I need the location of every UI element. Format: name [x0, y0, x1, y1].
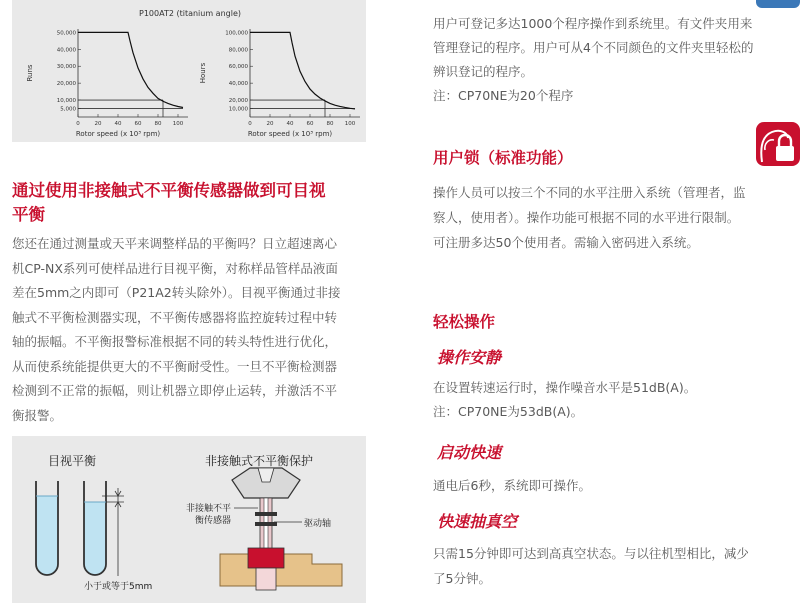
y-tick-label: 40,000 [228, 81, 248, 88]
y-tick-label: 50,000 [56, 30, 76, 37]
paragraph-line: 通电后6秒，系统即可操作。 [433, 478, 591, 493]
test-tube-left [36, 481, 58, 575]
x-tick-label: 0 [248, 121, 252, 127]
user-lock-heading: 用户锁（标准功能） [433, 149, 573, 167]
paragraph-line: 在设置转速运行时，操作噪音水平是51dB(A)。 [433, 380, 697, 395]
paragraph-line: 用户可登记多达1000个程序操作到系统里。有文件夹用来 [433, 16, 753, 31]
y-tick-label: 40,000 [56, 47, 76, 54]
series-line [250, 32, 355, 109]
folder-icon [756, 0, 800, 8]
hours-x-axis-label: Rotor speed (x 10³ rpm) [247, 130, 333, 138]
easy-operation-heading: 轻松操作 [433, 313, 496, 331]
paragraph-line: 从而使系统能提供更大的不平衡耐受性。一旦不平衡检测器 [12, 358, 338, 374]
section-heading-visual-balance: 通过使用非接触式不平衡传感器做到可目视 平衡 [12, 181, 326, 224]
rotor-drive-illustration [220, 468, 342, 590]
paragraph-line: 可注册多达50个使用者。需输入密码进入系统。 [433, 235, 699, 250]
visual-balance-title: 目视平衡 [48, 454, 97, 468]
unbalance-sensor-label: 非接触不平 衡传感器 [185, 504, 231, 526]
hours-axis-label: Hours [199, 62, 207, 84]
user-lock-paragraph [433, 180, 803, 255]
paragraph-line: 了5分钟。 [433, 571, 491, 586]
paragraph-line: 只需15分钟即可达到高真空状态。与以往机型相比，减少 [433, 546, 749, 561]
drive-shaft-label: 驱动轴 [304, 519, 332, 529]
x-tick-label: 20 [94, 121, 102, 127]
test-tube-right [84, 481, 106, 575]
x-tick-label: 60 [134, 121, 142, 127]
user-lock-icon [756, 122, 800, 166]
fast-vacuum-text [433, 541, 803, 591]
x-tick-label: 100 [172, 121, 184, 127]
x-tick-label: 40 [286, 121, 294, 127]
paragraph-line: 辨识登记的程序。 [433, 64, 534, 79]
series-line [78, 32, 183, 107]
paragraph-line: 操作人员可以按三个不同的水平注册入系统（管理者，监 [433, 185, 746, 200]
x-tick-label: 20 [266, 121, 274, 127]
y-tick-label: 20,000 [228, 98, 248, 105]
paragraph-line: 您还在通过测量或天平来调整样品的平衡吗？日立超速离心 [12, 236, 338, 251]
runs-axis-label: Runs [26, 64, 34, 82]
quiet-operation-heading: 操作安静 [437, 348, 502, 367]
x-tick-label: 40 [114, 121, 122, 127]
paragraph-line: 衡报警。 [12, 407, 63, 423]
y-tick-label: 5,000 [60, 106, 76, 113]
runs-x-axis-label: Rotor speed (x 10³ rpm) [75, 130, 161, 138]
x-tick-label: 0 [76, 121, 80, 127]
paragraph-line: 注：CP70NE为20个程序 [433, 88, 574, 103]
x-tick-label: 80 [154, 121, 162, 127]
y-tick-label: 100,000 [225, 30, 248, 37]
paragraph-line: 差在5mm之内即可（P21A2转头除外）。目视平衡通过非接 [12, 285, 341, 300]
unbalance-protection-title: 非接触式不平衡保护 [205, 454, 314, 468]
x-tick-label: 60 [306, 121, 314, 127]
y-tick-label: 80,000 [228, 47, 248, 54]
fast-startup-text [433, 474, 803, 498]
x-tick-label: 100 [344, 121, 356, 127]
y-tick-label: 10,000 [56, 98, 76, 105]
y-tick-label: 10,000 [228, 106, 248, 113]
paragraph-line: 察人，使用者）。操作功能可根据不同的水平进行限制。 [433, 210, 740, 225]
fast-vacuum-heading: 快速抽真空 [437, 512, 518, 531]
paragraph-line: 管理登记的程序。用户可从4个不同颜色的文件夹里轻松的 [433, 40, 754, 55]
paragraph-line: 机CP-NX系列可使样品进行目视平衡，对称样品管样品液面 [12, 260, 338, 276]
y-tick-label: 60,000 [228, 64, 248, 71]
y-tick-label: 30,000 [56, 64, 76, 71]
y-tick-label: 20,000 [56, 81, 76, 88]
paragraph-line: 注：CP70NE为53dB(A)。 [433, 404, 584, 419]
hours-chart [225, 29, 360, 127]
runs-chart [57, 29, 188, 127]
visual-balance-paragraph [12, 232, 374, 428]
paragraph-line: 触式不平衡检测器实现，不平衡传感器将监控旋转过程中转 [12, 309, 338, 325]
program-registration-paragraph [433, 12, 803, 108]
x-tick-label: 80 [326, 121, 334, 127]
paragraph-line: 轴的振幅。不平衡报警标准根据不同的转头特性进行优化， [12, 334, 338, 349]
lifetime-charts [12, 0, 366, 142]
chart-title: P100AT2 (titanium angle) [139, 9, 241, 18]
fast-startup-heading: 启动快速 [437, 443, 502, 462]
paragraph-line: 检测到不正常的振幅，则让机器立即停止运转，并激活不平 [12, 383, 338, 398]
quiet-operation-text [433, 376, 803, 424]
level-difference-label: 小于或等于5mm [84, 582, 153, 592]
